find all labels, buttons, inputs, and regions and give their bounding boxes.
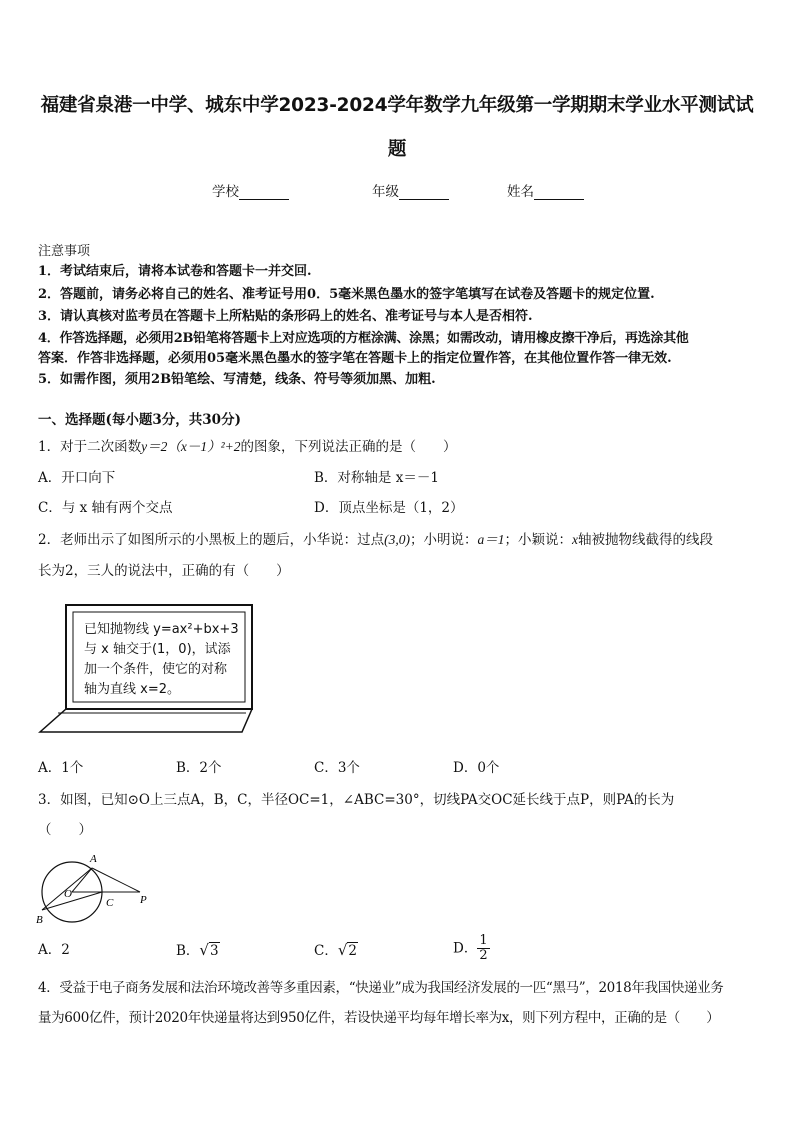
label-c: C xyxy=(106,897,114,909)
q2-point: (3,0) xyxy=(384,532,410,547)
q2-stem-line1 xyxy=(38,530,713,550)
q1-option-d: D．顶点坐标是（1，2） xyxy=(314,500,464,516)
fraction-numerator: 1 xyxy=(479,933,488,948)
notice-heading: 注意事项 xyxy=(38,244,91,259)
fraction-denominator: 2 xyxy=(479,948,488,963)
q2-option-c: C．3个 xyxy=(314,760,360,776)
notice-item-1: 1．考试结束后，请将本试卷和答题卡一并交回. xyxy=(38,264,312,279)
q2-option-d: D．0个 xyxy=(453,760,500,776)
q3-option-d-fraction xyxy=(477,934,489,963)
q2-x-var: x xyxy=(571,532,578,547)
q2-a-eq: a＝1 xyxy=(477,532,505,547)
q1-option-a: A．开口向下 xyxy=(38,470,116,486)
q2-stem-line2: 长为2，三人的说法中，正确的有（ ） xyxy=(38,563,290,579)
exam-title xyxy=(36,84,758,172)
grade-label: 年级 xyxy=(372,184,399,200)
notice-item-2: 2．答题前，请务必将自己的姓名、准考证号用0．5毫米黑色墨水的签字笔填写在试卷及答题卡的规定位置. xyxy=(38,287,655,302)
exam-title-line2: 题 xyxy=(387,139,407,160)
label-o: O xyxy=(64,888,72,900)
radius-oa xyxy=(72,868,92,892)
q3-option-d-label: D． xyxy=(453,940,478,957)
grade-field[interactable] xyxy=(372,180,449,200)
board-line-3: 加一个条件，使它的对称 xyxy=(84,662,228,677)
q1-option-b: B．对称轴是 x＝－1 xyxy=(314,470,439,486)
board-line-4: 轴为直线 x=2。 xyxy=(84,682,180,697)
notice-item-5: 5．如需作图，须用2B铅笔绘、写清楚，线条、符号等须加黑、加粗. xyxy=(38,372,436,387)
section1-heading: 一、选择题(每小题3分，共30分) xyxy=(38,412,241,428)
name-field[interactable] xyxy=(507,180,584,200)
name-label: 姓名 xyxy=(507,184,534,200)
q3-stem-line1: 3．如图，已知⊙O上三点A，B，C，半径OC=1，∠ABC=30°，切线PA交OC延长线于点P，则PA的长为 xyxy=(38,792,675,808)
notice-item-4-cont: 答案．作答非选择题，必须用05毫米黑色墨水的签字笔在答题卡上的指定位置作答，在其他位置作答一律无效. xyxy=(38,351,672,366)
exam-title-line1: 福建省泉港一中学、城东中学2023-2024学年数学九年级第一学期期末学业水平测试试 xyxy=(40,95,754,116)
q3-option-a: A．2 xyxy=(38,942,70,958)
name-blank[interactable] xyxy=(534,185,584,200)
school-label: 学校 xyxy=(212,184,239,200)
notice-item-4: 4．作答选择题，必须用2B铅笔将答题卡上对应选项的方框涂满、涂黑；如需改动，请用橡皮擦干净后，再选涂其他 xyxy=(38,331,689,346)
label-p: P xyxy=(140,894,147,906)
grade-blank[interactable] xyxy=(399,185,449,200)
q3-option-b-label: B． xyxy=(176,943,200,959)
board-line-1: 已知抛物线 y=ax²+bx+3 xyxy=(84,622,239,637)
school-blank[interactable] xyxy=(239,185,289,200)
notice-item-3: 3．请认真核对监考员在答题卡上所粘贴的条形码上的姓名、准考证号与本人是否相符. xyxy=(38,309,533,324)
q2-stem-b: ；小明说： xyxy=(409,532,478,548)
q3-option-b: B．√3 xyxy=(176,941,219,959)
q1-function: y＝2（x－1）²+2 xyxy=(141,439,241,454)
q3-option-c: C．√2 xyxy=(314,941,357,959)
q1-stem xyxy=(38,437,457,457)
q1-stem-a: 1．对于二次函数 xyxy=(38,439,142,455)
q3-option-c-label: C． xyxy=(314,943,338,959)
q3-option-b-radicand: 3 xyxy=(209,943,219,959)
q2-stem-d: 轴被抛物线截得的线段 xyxy=(577,532,713,548)
circle-figure xyxy=(34,848,164,926)
chord-bc xyxy=(42,892,102,910)
q2-option-b: B．2个 xyxy=(176,760,222,776)
label-a: A xyxy=(90,853,97,865)
q2-option-a: A．1个 xyxy=(38,760,84,776)
q2-stem-a: 2．老师出示了如图所示的小黑板上的题后，小华说：过点 xyxy=(38,532,385,548)
blackboard-stand xyxy=(40,709,252,732)
q3-option-d xyxy=(453,934,490,963)
q2-stem-c: ；小颖说： xyxy=(504,532,572,548)
q4-stem-line1: 4．受益于电子商务发展和法治环境改善等多重因素，“快递业”成为我国经济发展的一匹“黑马”，2018年我国快递业务 xyxy=(38,980,724,996)
q3-stem-line2: （ ） xyxy=(38,822,92,838)
blackboard-text xyxy=(84,620,244,700)
board-line-2: 与 x 轴交于(1，0)，试添 xyxy=(84,642,231,657)
q1-option-c: C．与 x 轴有两个交点 xyxy=(38,500,173,516)
q4-stem-line2: 量为600亿件，预计2020年快递量将达到950亿件，若设快递平均每年增长率为x，则下列方程中，正确的是（ ） xyxy=(38,1010,720,1026)
label-b: B xyxy=(36,914,43,926)
q3-option-c-radicand: 2 xyxy=(348,943,357,959)
school-field[interactable] xyxy=(212,180,289,200)
q1-stem-b: 的图象，下列说法正确的是（ ） xyxy=(240,439,457,455)
